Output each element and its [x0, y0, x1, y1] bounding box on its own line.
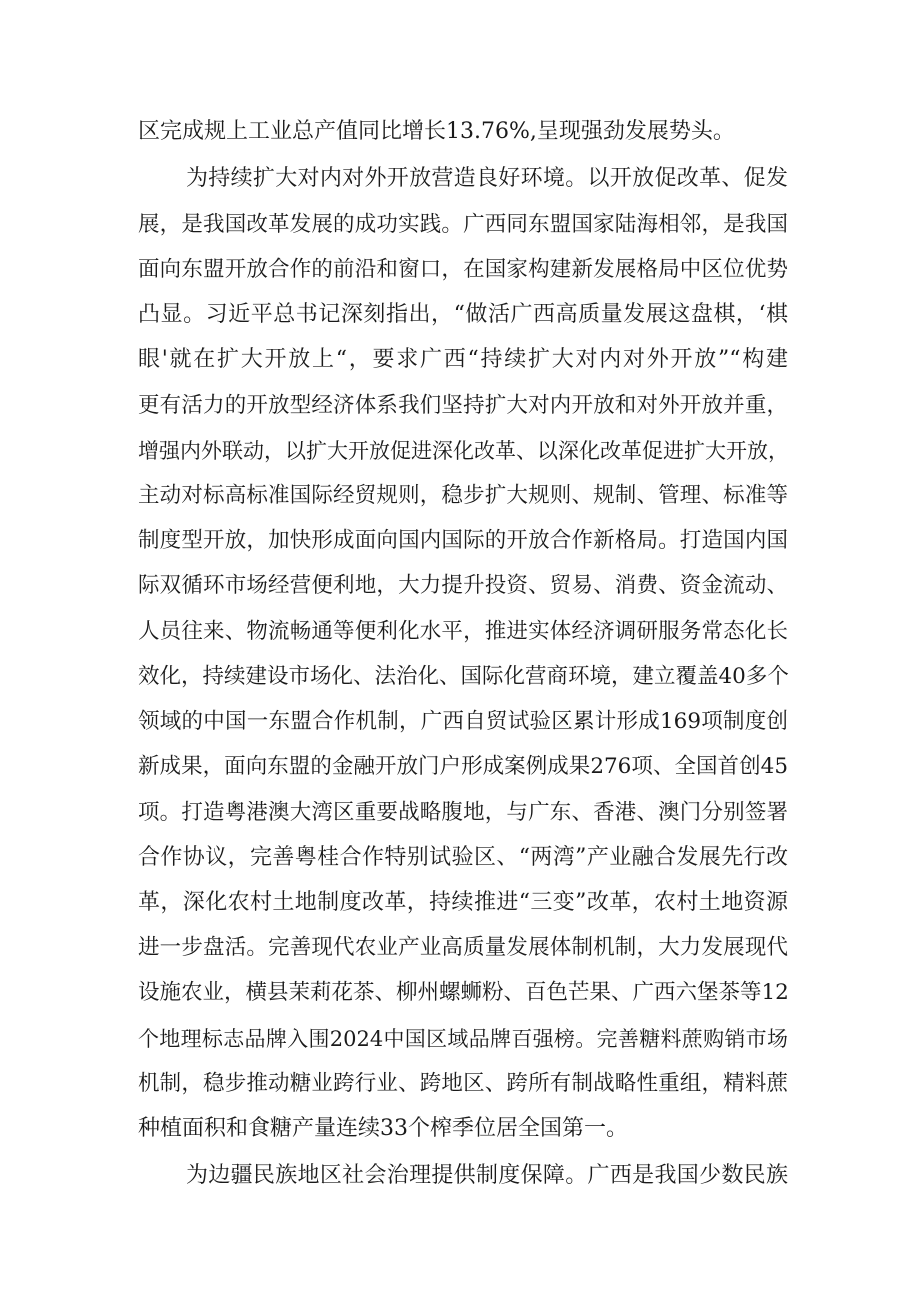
- paragraph-2-line: 革，深化农村土地制度改革，持续推进“三变”改革，农村土地资源: [138, 890, 788, 915]
- paragraph-2-line: 领域的中国一东盟合作机制，广西自贸试验区累计形成169项制度创: [138, 709, 788, 734]
- paragraph-2-line: 进一步盘活。完善现代农业产业高质量发展体制机制，大力发展现代: [138, 935, 788, 960]
- paragraph-2-line: 凸显。习近平总书记深刻指出，“做活广西高质量发展这盘棋，‘棋: [138, 302, 788, 327]
- paragraph-2-line: 眼'就在扩大开放上“，要求广西“持续扩大对内对外开放”“构建: [138, 347, 788, 372]
- paragraph-2-line: 增强内外联动，以扩大开放促进深化改革、以深化改革促进扩大开放，: [138, 439, 789, 463]
- paragraph-2-line: 际双循环市场经营便利地，大力提升投资、贸易、消费、资金流动、: [138, 573, 788, 598]
- paragraph-2-line: 更有活力的开放型经济体系我们坚持扩大对内开放和对外开放并重，: [138, 393, 788, 418]
- paragraph-2-line: 合作协议，完善粤桂合作特别试验区、“两湾”产业融合发展先行改: [138, 845, 788, 870]
- paragraph-2-line: 项。打造粤港澳大湾区重要战略腹地，与广东、香港、澳门分别签署: [138, 800, 788, 825]
- paragraph-2-line: 人员往来、物流畅通等便利化水平，推进实体经济调研服务常态化长: [138, 619, 788, 644]
- paragraph-2-line: 主动对标高标准国际经贸规则，稳步扩大规则、规制、管理、标准等: [138, 483, 788, 508]
- paragraph-2-line: 新成果，面向东盟的金融开放门户形成案例成果276项、全国首创45: [138, 754, 788, 779]
- paragraph-3-line: 为边疆民族地区社会治理提供制度保障。广西是我国少数民族: [186, 1163, 788, 1188]
- paragraph-1-line: 区完成规上工业总产值同比增长13.76%,呈现强劲发展势头。: [138, 119, 735, 144]
- paragraph-2-line: 种植面积和食糖产量连续33个榨季位居全国第一。: [138, 1116, 628, 1141]
- paragraph-2-line: 制度型开放，加快形成面向国内国际的开放合作新格局。打造国内国: [138, 528, 788, 553]
- paragraph-2-line: 机制，稳步推动糖业跨行业、跨地区、跨所有制战略性重组，精料蔗: [138, 1071, 788, 1096]
- paragraph-2-line: 个地理标志品牌入围2024中国区域品牌百强榜。完善糖料蔗购销市场: [138, 1027, 788, 1051]
- paragraph-2-line: 面向东盟开放合作的前沿和窗口，在国家构建新发展格局中区位优势: [138, 257, 788, 282]
- paragraph-2-line: 效化，持续建设市场化、法治化、国际化营商环境，建立覆盖40多个: [138, 664, 789, 689]
- paragraph-2-line: 展，是我国改革发展的成功实践。广西同东盟国家陆海相邻，是我国: [138, 212, 788, 237]
- paragraph-2-line: 为持续扩大对内对外开放营造良好环境。以开放促改革、促发: [186, 166, 788, 191]
- paragraph-2-line: 设施农业，横县茉莉花茶、柳州螺蛳粉、百色芒果、广西六堡茶等12: [138, 980, 789, 1005]
